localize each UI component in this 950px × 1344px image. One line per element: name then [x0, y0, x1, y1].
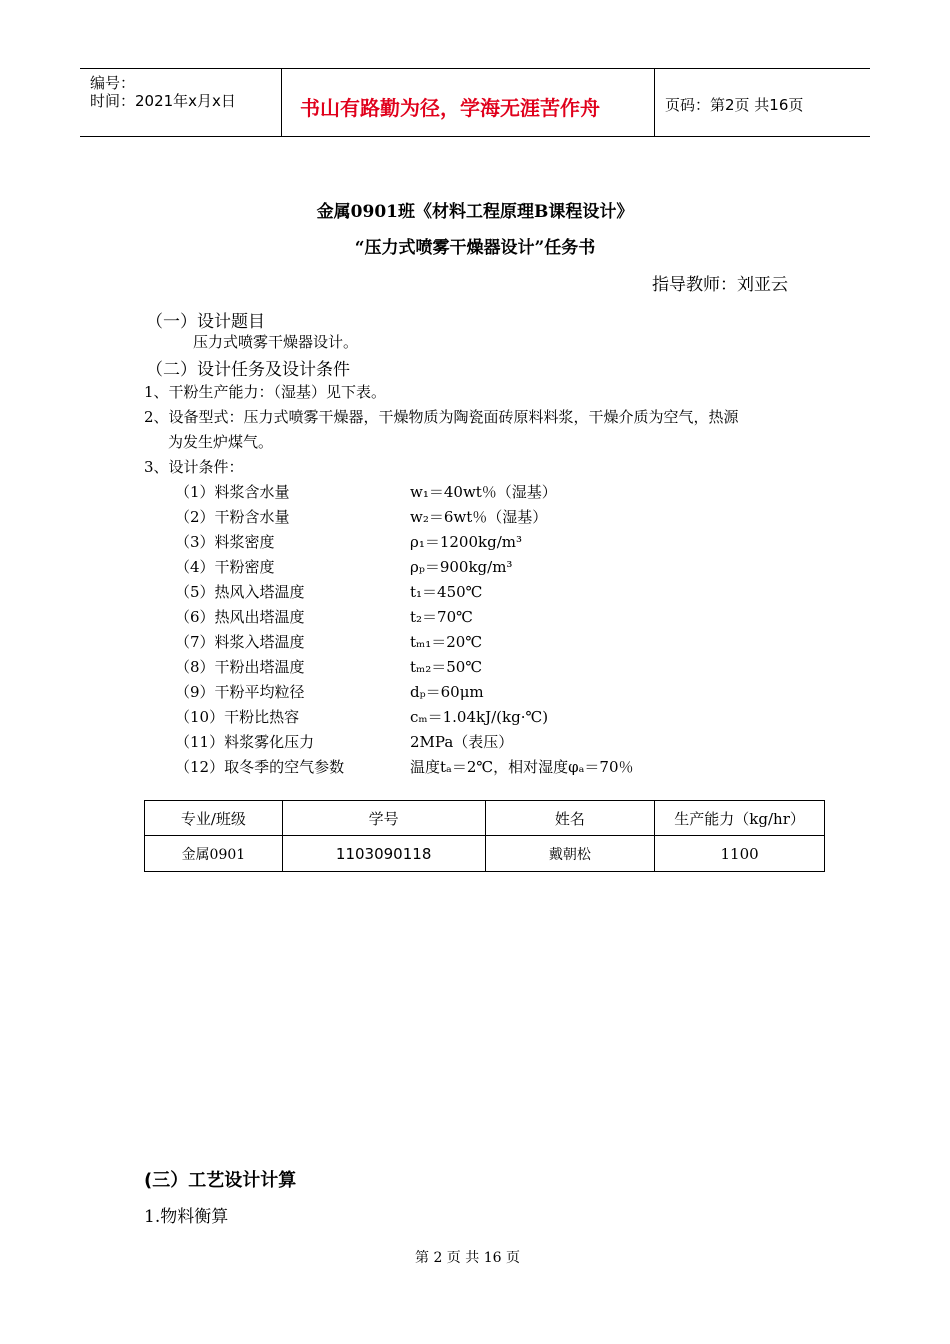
section-heading-design-topic: （一）设计题目 — [146, 312, 265, 332]
table-cell-name: 戴朝松 — [485, 836, 655, 872]
condition-value: t₁＝450℃ — [410, 583, 483, 601]
subsection-material-balance: 1.物料衡算 — [144, 1207, 229, 1227]
table-cell-student-id: 1103090118 — [282, 836, 485, 872]
condition-label: （5）热风入塔温度 — [175, 583, 305, 601]
condition-label: （2）干粉含水量 — [175, 508, 290, 526]
header-divider-right — [654, 68, 655, 136]
document-subtitle: “压力式喷雾干燥器设计”任务书 — [354, 238, 596, 258]
condition-value: ρ₁＝1200kg/m³ — [410, 533, 522, 551]
serial-number-label: 编号： — [90, 74, 136, 92]
condition-label: （3）料浆密度 — [175, 533, 275, 551]
instructor: 指导教师：刘亚云 — [652, 275, 788, 295]
document-title: 金属0901班《材料工程原理B课程设计》 — [316, 202, 634, 222]
condition-label: （8）干粉出塔温度 — [175, 658, 305, 676]
student-info-table — [144, 800, 825, 872]
page-footer: 第 2 页 共 16 页 — [415, 1250, 520, 1266]
task-item-3: 3、设计条件： — [144, 458, 244, 476]
table-header-cell: 专业/班级 — [145, 801, 283, 836]
condition-label: （7）料浆入塔温度 — [175, 633, 305, 651]
condition-value: tₘ₂＝50℃ — [410, 658, 483, 676]
table-header-cell: 姓名 — [485, 801, 655, 836]
task-item-2-line-1: 2、设备型式：压力式喷雾干燥器，干燥物质为陶瓷面砖原料料浆，干燥介质为空气，热源 — [144, 408, 739, 426]
condition-value: t₂＝70℃ — [410, 608, 473, 626]
condition-value: 温度tₐ＝2℃，相对湿度φₐ＝70％ — [410, 758, 634, 776]
date-label: 时间：2021年x月x日 — [90, 92, 236, 110]
page-number-info: 页码：第2页 共16页 — [665, 96, 804, 114]
condition-value: w₁＝40wt％（湿基） — [410, 483, 557, 501]
header-bottom-rule — [80, 136, 870, 137]
design-topic-text: 压力式喷雾干燥器设计。 — [193, 333, 359, 351]
table-cell-capacity: 1100 — [655, 836, 825, 872]
table-cell-class: 金属0901 — [145, 836, 283, 872]
table-header-cell: 学号 — [282, 801, 485, 836]
condition-label: （10）干粉比热容 — [175, 708, 300, 726]
condition-label: （12）取冬季的空气参数 — [175, 758, 345, 776]
table-header-cell: 生产能力（kg/hr） — [655, 801, 825, 836]
condition-value: w₂＝6wt％（湿基） — [410, 508, 548, 526]
header-top-rule — [80, 68, 870, 69]
task-item-2-line-2: 为发生炉煤气。 — [168, 433, 274, 451]
condition-label: （4）干粉密度 — [175, 558, 275, 576]
condition-value: tₘ₁＝20℃ — [410, 633, 483, 651]
condition-value: dₚ＝60μm — [410, 683, 484, 701]
condition-label: （9）干粉平均粒径 — [175, 683, 305, 701]
condition-value: 2MPa（表压） — [410, 733, 514, 751]
condition-label: （11）料浆雾化压力 — [175, 733, 315, 751]
condition-label: （1）料浆含水量 — [175, 483, 290, 501]
section-heading-process-calculation: (三）工艺设计计算 — [144, 1170, 297, 1191]
task-item-1: 1、干粉生产能力：（湿基）见下表。 — [144, 383, 387, 401]
condition-value: cₘ＝1.04kJ/(kg·℃) — [410, 708, 549, 726]
condition-label: （6）热风出塔温度 — [175, 608, 305, 626]
section-heading-design-task: （二）设计任务及设计条件 — [146, 360, 350, 380]
table-row — [145, 836, 825, 872]
header-motto: 书山有路勤为径，学海无涯苦作舟 — [300, 96, 600, 120]
condition-value: ρₚ＝900kg/m³ — [410, 558, 513, 576]
header-divider-left — [281, 68, 282, 136]
table-header-row — [145, 801, 825, 836]
